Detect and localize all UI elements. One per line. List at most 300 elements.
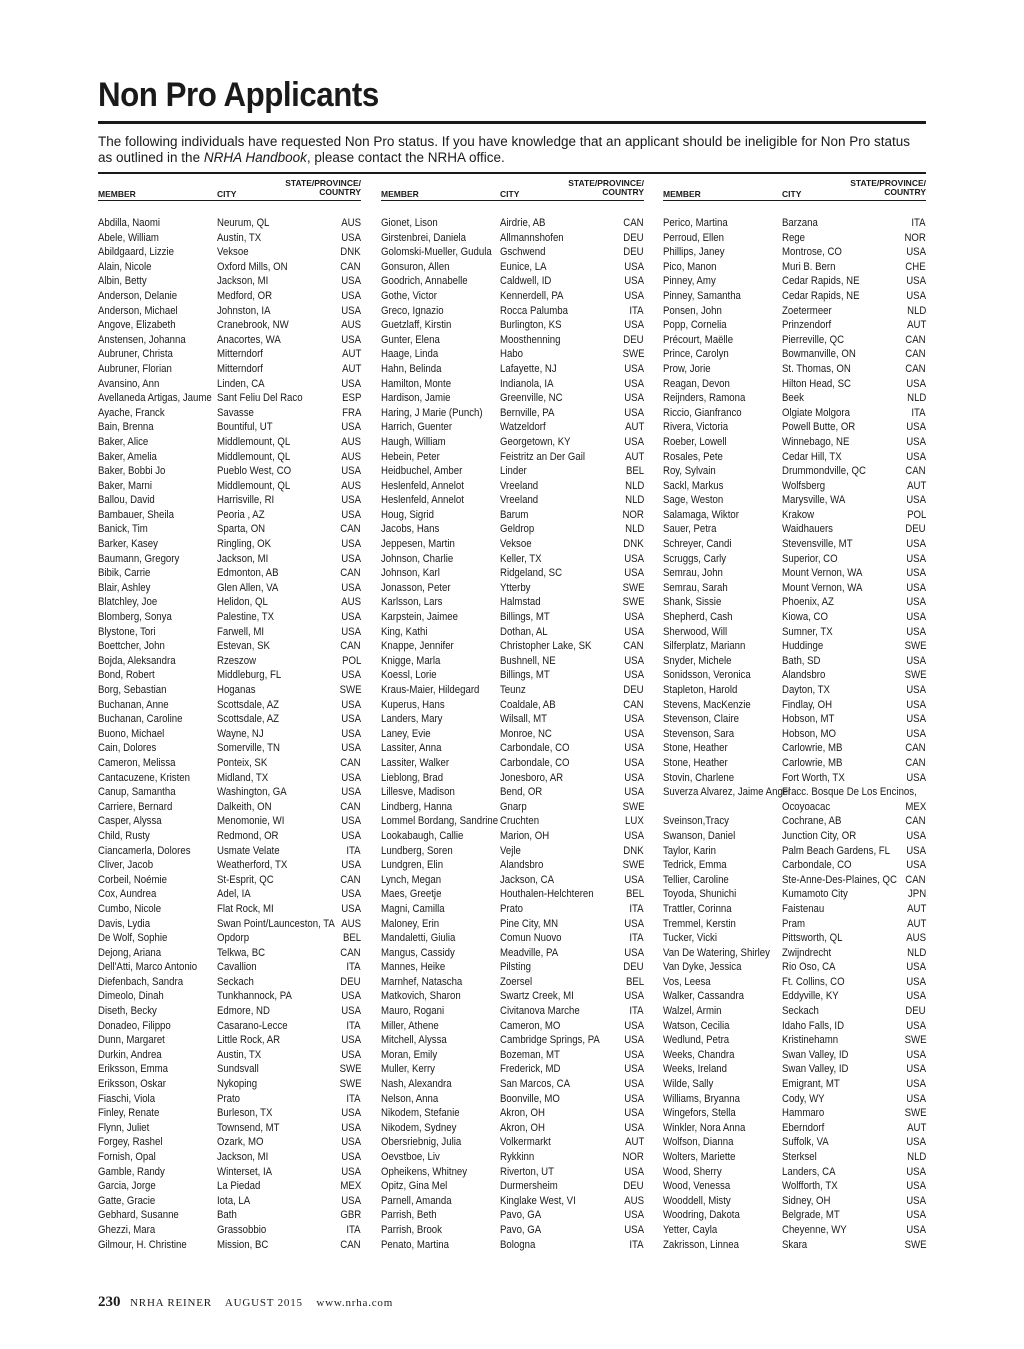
applicant-row <box>381 1048 644 1063</box>
applicant-row <box>98 1019 361 1034</box>
applicant-row <box>381 1004 644 1019</box>
applicant-row <box>663 741 926 756</box>
member-city: Wolfforth, TX <box>782 1180 838 1193</box>
member-city: Burleson, TX <box>217 1107 273 1120</box>
applicant-column-3 <box>663 178 926 1252</box>
applicant-column-1 <box>98 178 361 1252</box>
website-url: www.nrha.com <box>316 1297 394 1309</box>
applicant-row <box>98 1194 361 1209</box>
applicant-row <box>663 391 926 406</box>
member-country: DEU <box>623 333 644 346</box>
applicant-row <box>663 377 926 392</box>
member-name: Forgey, Rashel <box>98 1136 163 1149</box>
applicant-row <box>381 1150 644 1165</box>
member-country: USA <box>341 902 361 915</box>
member-name: Prince, Carolyn <box>663 348 729 361</box>
member-city: Sidney, OH <box>782 1194 831 1207</box>
applicant-row <box>381 420 644 435</box>
member-city: Casarano-Lecce <box>217 1019 288 1032</box>
member-country: USA <box>624 727 644 740</box>
member-name: Salamaga, Wiktor <box>663 508 739 521</box>
member-name: Karlsson, Lars <box>381 596 443 609</box>
member-city: Greenville, NC <box>500 392 563 405</box>
member-country: SWE <box>622 596 644 609</box>
member-name: Semrau, Sarah <box>663 581 728 594</box>
member-country: ITA <box>629 902 644 915</box>
member-city: La Piedad <box>217 1180 261 1193</box>
member-name: Toyoda, Shunichi <box>663 888 737 901</box>
member-city: Alandsbro <box>500 859 544 872</box>
member-country: USA <box>624 917 644 930</box>
member-country: USA <box>341 1048 361 1061</box>
member-country: USA <box>906 494 926 507</box>
member-country: USA <box>341 990 361 1003</box>
member-city: Beek <box>782 392 804 405</box>
member-city: Cranebrook, NW <box>217 319 289 332</box>
applicant-row <box>663 493 926 508</box>
member-name: Aubruner, Christa <box>98 348 173 361</box>
member-name: Gonsuron, Allen <box>381 260 450 273</box>
member-name: Durkin, Andrea <box>98 1048 162 1061</box>
member-city: Somerville, TN <box>217 742 280 755</box>
applicant-row <box>98 698 361 713</box>
member-country: USA <box>624 669 644 682</box>
member-name: Heidbuchel, Amber <box>381 465 463 478</box>
member-name: Anstensen, Johanna <box>98 333 186 346</box>
member-name: Avellaneda Artigas, Jaume <box>98 392 212 405</box>
member-name: Maloney, Erin <box>381 917 440 930</box>
state-header-line1: STATE/PROVINCE/ <box>850 178 926 188</box>
applicant-row <box>381 639 644 654</box>
applicant-row <box>663 552 926 567</box>
member-name: Boettcher, John <box>98 640 165 653</box>
member-name: Goodrich, Annabelle <box>381 275 468 288</box>
applicant-row <box>381 318 644 333</box>
state-country-header <box>568 179 644 197</box>
applicant-row <box>98 844 361 859</box>
applicant-row <box>381 771 644 786</box>
applicant-row <box>98 1238 361 1253</box>
member-city: Jonesboro, AR <box>500 771 564 784</box>
member-city: Akron, OH <box>500 1107 545 1120</box>
applicant-row <box>98 771 361 786</box>
member-country: DEU <box>623 684 644 696</box>
applicant-row <box>663 581 926 596</box>
member-country: USA <box>624 946 644 959</box>
member-city: Rzeszow <box>217 654 257 667</box>
member-name: Haage, Linda <box>381 348 439 361</box>
applicant-row <box>663 829 926 844</box>
member-country: DEU <box>340 975 361 988</box>
member-country: CAN <box>340 756 361 769</box>
member-city: Hoganas <box>217 684 256 696</box>
member-name: Bojda, Aleksandra <box>98 654 176 667</box>
applicant-row <box>98 814 361 829</box>
member-country: CAN <box>623 217 644 229</box>
applicant-row <box>663 1208 926 1223</box>
member-city: Ocoyoacac <box>782 800 831 813</box>
applicant-row <box>381 1223 644 1238</box>
member-country: USA <box>341 465 361 478</box>
member-city: Johnston, IA <box>217 304 271 317</box>
member-country: SWE <box>339 1078 361 1091</box>
member-city: Cody, WY <box>782 1092 825 1105</box>
member-city: Ste-Anne-Des-Plaines, QC <box>782 873 897 886</box>
applicant-row <box>98 902 361 917</box>
applicant-row <box>381 902 644 917</box>
member-name: Reagan, Devon <box>663 377 730 390</box>
member-name: Tucker, Vicki <box>663 932 718 945</box>
member-country: USA <box>624 873 644 886</box>
member-country: CAN <box>340 800 361 813</box>
applicant-row <box>98 537 361 552</box>
member-country: USA <box>341 888 361 901</box>
member-city: Cedar Rapids, NE <box>782 275 860 288</box>
page-number: 230 <box>98 1294 121 1310</box>
member-name: Hahn, Belinda <box>381 362 442 375</box>
member-country: USA <box>341 231 361 244</box>
member-city: Watzeldorf <box>500 421 546 434</box>
member-country: AUS <box>341 435 361 448</box>
member-name: Mauro, Rogani <box>381 1005 445 1018</box>
member-city: Mitterndorf <box>217 348 263 361</box>
member-city: Indianola, IA <box>500 377 554 390</box>
member-city: Powell Butte, OR <box>782 421 856 434</box>
member-name: Obersriebnig, Julia <box>381 1136 462 1149</box>
member-country: NLD <box>906 392 926 405</box>
applicant-row <box>98 1223 361 1238</box>
member-name: Albin, Betty <box>98 275 147 288</box>
applicant-row <box>663 347 926 362</box>
applicant-row <box>663 566 926 581</box>
applicant-row <box>663 274 926 289</box>
applicant-row <box>381 1121 644 1136</box>
member-name: Baker, Marni <box>98 479 153 492</box>
member-name: Davis, Lydia <box>98 917 151 930</box>
member-city: Little Rock, AR <box>217 1034 281 1047</box>
member-country: AUS <box>341 479 361 492</box>
member-name: Wood, Venessa <box>663 1180 731 1193</box>
member-name: Landers, Mary <box>381 713 443 726</box>
state-header-line2: COUNTRY <box>319 187 361 197</box>
member-country: USA <box>624 275 644 288</box>
member-country: USA <box>341 1005 361 1018</box>
member-country: USA <box>624 406 644 419</box>
member-country: USA <box>624 1223 644 1236</box>
member-city: San Marcos, CA <box>500 1078 571 1091</box>
member-city: Rio Oso, CA <box>782 961 836 974</box>
member-country: POL <box>341 654 361 667</box>
member-city: Krakow <box>782 508 815 521</box>
member-country: USA <box>906 1078 926 1091</box>
member-city: Iota, LA <box>217 1194 251 1207</box>
member-name: Blatchley, Joe <box>98 596 158 609</box>
applicant-row <box>663 610 926 625</box>
applicant-row <box>98 741 361 756</box>
applicant-row <box>98 1179 361 1194</box>
member-city: Fracc. Bosque De Los Encinos, <box>782 786 917 799</box>
member-country: USA <box>906 377 926 390</box>
member-name: Gebhard, Susanne <box>98 1209 179 1222</box>
applicant-row <box>98 595 361 610</box>
member-city: Vreeland <box>500 479 539 492</box>
applicant-row <box>98 1004 361 1019</box>
applicant-row <box>98 493 361 508</box>
member-country: SWE <box>622 581 644 594</box>
applicant-row <box>663 975 926 990</box>
member-city: Helidon, QL <box>217 596 268 609</box>
applicant-row <box>98 989 361 1004</box>
applicant-row <box>98 1048 361 1063</box>
applicant-row <box>98 785 361 800</box>
member-country: USA <box>906 1180 926 1193</box>
member-country: MEX <box>905 800 926 813</box>
member-city: Belgrade, MT <box>782 1209 840 1222</box>
member-name: Harrich, Guenter <box>381 421 453 434</box>
member-city: Kennerdell, PA <box>500 289 564 302</box>
member-city: Waidhauers <box>782 523 833 536</box>
member-country: USA <box>906 246 926 259</box>
member-city: Bountiful, UT <box>217 421 273 434</box>
member-city: Adel, IA <box>217 888 251 901</box>
applicant-row <box>381 377 644 392</box>
member-name: Cameron, Melissa <box>98 756 176 769</box>
member-city: Ponteix, SK <box>217 756 268 769</box>
member-country: USA <box>906 961 926 974</box>
applicant-row <box>663 727 926 742</box>
member-city: Neurum, QL <box>217 217 270 229</box>
applicant-list <box>381 216 644 1252</box>
page-footer <box>98 1294 393 1311</box>
member-name: Phillips, Janey <box>663 246 725 259</box>
member-country: USA <box>906 829 926 842</box>
member-country: USA <box>624 1048 644 1061</box>
member-country: DEU <box>623 961 644 974</box>
member-country: USA <box>624 625 644 638</box>
applicant-row <box>663 756 926 771</box>
member-city: Findlay, OH <box>782 698 833 711</box>
applicant-row <box>663 1033 926 1048</box>
member-city: Zwijndrecht <box>782 946 832 959</box>
member-city: Opdorp <box>217 932 250 945</box>
member-country: ITA <box>629 1005 644 1018</box>
applicant-row <box>381 362 644 377</box>
member-city: Carbondale, CO <box>500 742 570 755</box>
member-city: Hilton Head, SC <box>782 377 851 390</box>
member-name: Popp, Cornelia <box>663 319 727 332</box>
member-country: USA <box>906 684 926 696</box>
member-country: DNK <box>340 246 361 259</box>
member-city: Bushnell, NE <box>500 654 556 667</box>
member-country: AUT <box>906 319 926 332</box>
member-city: Bath <box>217 1209 237 1222</box>
member-name: Vos, Leesa <box>663 975 711 988</box>
member-country: USA <box>624 611 644 624</box>
member-name: Hardison, Jamie <box>381 392 451 405</box>
member-name: Ponsen, John <box>663 304 722 317</box>
applicant-row <box>98 231 361 246</box>
member-name: Rosales, Pete <box>663 450 723 463</box>
applicant-row <box>98 289 361 304</box>
applicant-row <box>98 668 361 683</box>
member-name: Ballou, David <box>98 494 155 507</box>
member-name: Girstenbrei, Daniela <box>381 231 467 244</box>
member-city: Mitterndorf <box>217 362 263 375</box>
member-country: USA <box>906 435 926 448</box>
member-city: Carbondale, CO <box>500 756 570 769</box>
applicant-row <box>663 1194 926 1209</box>
applicant-row <box>381 785 644 800</box>
member-name: Garcia, Jorge <box>98 1180 156 1193</box>
member-country: AUT <box>906 479 926 492</box>
applicant-row <box>381 814 644 829</box>
member-country: CAN <box>623 640 644 653</box>
applicant-row <box>663 960 926 975</box>
member-country: USA <box>906 625 926 638</box>
member-country: USA <box>624 1034 644 1047</box>
member-country: USA <box>906 538 926 551</box>
member-country: CAN <box>905 333 926 346</box>
member-city: Wilsall, MT <box>500 713 548 726</box>
member-country: ITA <box>629 1238 644 1251</box>
applicant-row <box>663 1165 926 1180</box>
member-name: Cumbo, Nicole <box>98 902 162 915</box>
applicant-row <box>381 960 644 975</box>
member-country: CAN <box>340 523 361 536</box>
member-country: USA <box>906 1048 926 1061</box>
member-city: Townsend, MT <box>217 1121 280 1134</box>
member-country: USA <box>341 289 361 302</box>
member-city: Carlowrie, MB <box>782 756 843 769</box>
applicant-row <box>663 304 926 319</box>
member-city: Volkermarkt <box>500 1136 551 1149</box>
member-country: USA <box>906 567 926 580</box>
member-city: Veksoe <box>217 246 249 259</box>
member-country: CAN <box>905 348 926 361</box>
applicant-row <box>381 625 644 640</box>
member-name: Nikodem, Stefanie <box>381 1107 460 1120</box>
member-country: AUT <box>341 348 361 361</box>
state-header-line1: STATE/PROVINCE/ <box>568 178 644 188</box>
member-name: Pinney, Samantha <box>663 289 741 302</box>
member-country: SWE <box>622 859 644 872</box>
member-name: Lynch, Megan <box>381 873 442 886</box>
member-name: Diseth, Becky <box>98 1005 157 1018</box>
member-name: Johnson, Charlie <box>381 552 454 565</box>
applicant-row <box>381 858 644 873</box>
applicant-list <box>663 216 926 1252</box>
member-city: Vejle <box>500 844 521 857</box>
applicant-row <box>381 727 644 742</box>
member-country: USA <box>624 567 644 580</box>
applicant-row <box>98 873 361 888</box>
member-city: Seckach <box>782 1005 819 1018</box>
intro-handbook-title: NRHA Handbook <box>203 150 307 165</box>
applicant-row <box>381 493 644 508</box>
member-city: Linden, CA <box>217 377 265 390</box>
member-city: Allmannshofen <box>500 231 564 244</box>
member-name: Borg, Sebastian <box>98 684 167 696</box>
member-name: Watson, Cecilia <box>663 1019 730 1032</box>
member-country: USA <box>341 611 361 624</box>
member-name: Lassiter, Walker <box>381 756 450 769</box>
applicant-row <box>663 814 926 829</box>
member-city: Anacortes, WA <box>217 333 281 346</box>
member-name: Lieblong, Brad <box>381 771 444 784</box>
member-name: Jacobs, Hans <box>381 523 440 536</box>
member-city: Cedar Hill, TX <box>782 450 842 463</box>
member-country: USA <box>624 829 644 842</box>
title-rule <box>98 121 926 124</box>
member-country: NLD <box>624 479 644 492</box>
applicant-row <box>98 931 361 946</box>
applicant-row <box>663 785 926 800</box>
member-country: AUT <box>624 1136 644 1149</box>
member-country: USA <box>906 581 926 594</box>
member-country: USA <box>341 1151 361 1163</box>
member-city: Rykkinn <box>500 1151 535 1163</box>
member-name: Walzel, Armin <box>663 1005 722 1018</box>
applicant-row <box>381 741 644 756</box>
member-country: CHE <box>905 260 926 273</box>
applicant-row <box>381 289 644 304</box>
member-city: Sundsvall <box>217 1063 259 1076</box>
member-country: DEU <box>905 1005 926 1018</box>
member-country: USA <box>624 1092 644 1105</box>
member-name: Stovin, Charlene <box>663 771 735 784</box>
member-city: Drummondville, QC <box>782 465 866 478</box>
applicant-row <box>663 712 926 727</box>
member-city: Swan Valley, ID <box>782 1063 849 1076</box>
applicant-row <box>98 727 361 742</box>
member-name: Lundgren, Elin <box>381 859 444 872</box>
applicant-row <box>381 946 644 961</box>
member-name: Ciancamerla, Dolores <box>98 844 191 857</box>
member-name: Weeks, Ireland <box>663 1063 728 1076</box>
applicant-row <box>381 245 644 260</box>
member-name: Tremmel, Kerstin <box>663 917 736 930</box>
member-name: Mangus, Cassidy <box>381 946 455 959</box>
state-country-header <box>285 179 361 197</box>
applicant-row <box>663 1238 926 1253</box>
applicant-row <box>663 231 926 246</box>
applicant-row <box>98 712 361 727</box>
applicant-row <box>381 917 644 932</box>
member-city: Billings, MT <box>500 669 550 682</box>
applicant-row <box>663 406 926 421</box>
member-country: CAN <box>340 567 361 580</box>
member-country: USA <box>341 508 361 521</box>
member-city: Pine City, MN <box>500 917 559 930</box>
member-name: Baker, Alice <box>98 435 149 448</box>
applicant-row <box>98 654 361 669</box>
applicant-row <box>98 1165 361 1180</box>
member-city: Houthalen-Helchteren <box>500 888 594 901</box>
member-country: ITA <box>629 304 644 317</box>
member-country: USA <box>624 756 644 769</box>
member-name: Cain, Dolores <box>98 742 157 755</box>
member-name: Walker, Cassandra <box>663 990 744 1003</box>
member-name: Silferplatz, Mariann <box>663 640 746 653</box>
member-country: SWE <box>904 669 926 682</box>
applicant-row <box>381 260 644 275</box>
state-header-line2: COUNTRY <box>602 187 644 197</box>
member-country: NLD <box>906 304 926 317</box>
member-country: CAN <box>905 873 926 886</box>
member-country: USA <box>624 260 644 273</box>
applicant-row <box>381 347 644 362</box>
member-city: Barum <box>500 508 529 521</box>
